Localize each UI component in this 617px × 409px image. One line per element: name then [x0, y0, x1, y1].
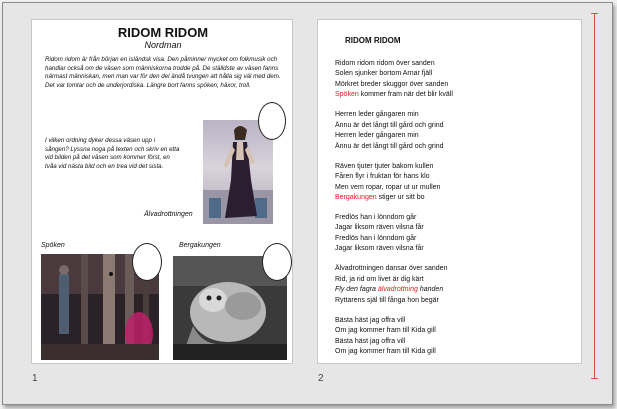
- lyric-text: Räven tjuter tjuter bakom kullen: [335, 162, 434, 170]
- lyric-text: Bästa häst jag offra vill: [335, 316, 406, 324]
- lyric-line: [335, 131, 575, 141]
- lyric-line: [335, 337, 575, 347]
- lyric-line: [335, 347, 575, 357]
- lyric-line: [335, 69, 575, 79]
- lyric-line: [335, 110, 575, 120]
- lyric-line: [335, 296, 575, 306]
- lyrics-body: [335, 59, 575, 357]
- lyric-line: [335, 244, 575, 254]
- lyric-line: [335, 142, 575, 152]
- lyric-text: Ryttarens själ till fånga hon begär: [335, 296, 439, 304]
- lyric-text: Herren leder gångaren min: [335, 132, 419, 140]
- lyric-text: Solen sjunker bortom Arnar fjäll: [335, 70, 433, 78]
- vertical-ruler[interactable]: [594, 13, 595, 379]
- lyric-line: [335, 234, 575, 244]
- stanza-gap: [335, 203, 575, 213]
- lyric-text: Om jag kommer fram till Kida gill: [335, 327, 436, 335]
- lyric-text: Bästa häst jag offra vill: [335, 337, 406, 345]
- answer-circle-ghost[interactable]: [132, 243, 162, 281]
- lyric-text: Men vem ropar, ropar ut ur mullen: [335, 183, 441, 191]
- intro-paragraph: Ridom ridom är från början en isländsk visa. Den påminner mycket om folkmusik och handlar också om de väsen som människorna trodde på. De ställdste av väsen fanns närmast människan, men man var för den del ändå tvungen att hålla sig väl med dem. Det var tomtar och de underjordiska. Längre bort fanns spöken, häxor, troll.: [45, 56, 281, 89]
- stanza-gap: [335, 255, 575, 265]
- lyric-line: [335, 285, 575, 295]
- lyric-line: [335, 275, 575, 285]
- stanza-gap: [335, 306, 575, 316]
- lyric-line: [335, 80, 575, 90]
- page-subtitle: Nordman: [144, 40, 182, 50]
- lyric-text: Älvadrottningen dansar över sanden: [335, 265, 448, 273]
- lyric-text: Fredlös han i lönndom går: [335, 234, 417, 242]
- lyric-line: [335, 316, 575, 326]
- lyric-text: Mörkret breder skuggor över sanden: [335, 80, 449, 88]
- answer-circle-queen[interactable]: [258, 102, 286, 140]
- lyric-text: Jagar liksom räven vilsna får: [335, 224, 424, 232]
- lyric-line: [335, 90, 575, 100]
- page-number-2: 2: [318, 373, 324, 384]
- caption-troll: Bergakungen: [179, 242, 221, 249]
- lyric-line: [335, 213, 575, 223]
- lyric-text: Ännu är det långt till gård och grind: [335, 121, 444, 129]
- lyric-text: Fåren flyr i fruktan för hans klo: [335, 173, 430, 181]
- ruler-bottom-marker[interactable]: [591, 378, 598, 379]
- page-2[interactable]: [317, 19, 582, 364]
- lyric-text: Rid, ja rid om livet är dig kärt: [335, 275, 424, 283]
- lyric-text: Jagar liksom räven vilsna får: [335, 245, 424, 253]
- lyric-line: [335, 121, 575, 131]
- lyric-line: [335, 162, 575, 172]
- lyric-line: [335, 223, 575, 233]
- lyric-line: [335, 172, 575, 182]
- lyric-text: handen: [417, 286, 444, 294]
- lyric-text: Ännu är det långt till gård och grind: [335, 142, 444, 150]
- page-title: RIDOM RIDOM: [117, 25, 209, 40]
- page-1[interactable]: [31, 19, 293, 364]
- lyric-text: Om jag kommer fram till Kida gill: [335, 347, 436, 355]
- stanza-gap: [335, 152, 575, 162]
- lyric-line: [335, 59, 575, 69]
- lyric-text: Herren leder gångaren min: [335, 111, 419, 119]
- lyrics-title: RIDOM RIDOM: [345, 36, 401, 45]
- lyric-line: [335, 264, 575, 274]
- lyric-text: kommer fram när det blir kväll: [358, 91, 453, 99]
- task-paragraph: I vilken ordning dyker dessa väsen upp i sången? Lyssna noga på texten och skriv en etta vid bilden på det väsen som kommer först, en tvåa vid nästa bild och en trea vid det sista.: [45, 137, 180, 170]
- answer-circle-troll[interactable]: [262, 243, 292, 281]
- highlighted-word: Spöken: [335, 91, 359, 99]
- lyric-line: [335, 183, 575, 193]
- lyric-text: stiger ur sitt bo: [376, 193, 425, 201]
- stanza-gap: [335, 101, 575, 111]
- lyric-text: Fly den fagra: [335, 286, 378, 294]
- lyric-text: Fredlös han i lönndom går: [335, 214, 417, 222]
- lyric-line: [335, 193, 575, 203]
- caption-queen: Älvadrottningen: [144, 211, 193, 218]
- page-number-1: 1: [32, 373, 38, 384]
- lyric-line: [335, 326, 575, 336]
- caption-ghost: Spöken: [41, 242, 65, 249]
- ruler-top-marker[interactable]: [591, 13, 598, 14]
- highlighted-word: Bergakungen: [335, 193, 377, 201]
- highlighted-word: älvadrottning: [377, 286, 418, 294]
- lyric-text: Ridom ridom ridom över sanden: [335, 60, 435, 67]
